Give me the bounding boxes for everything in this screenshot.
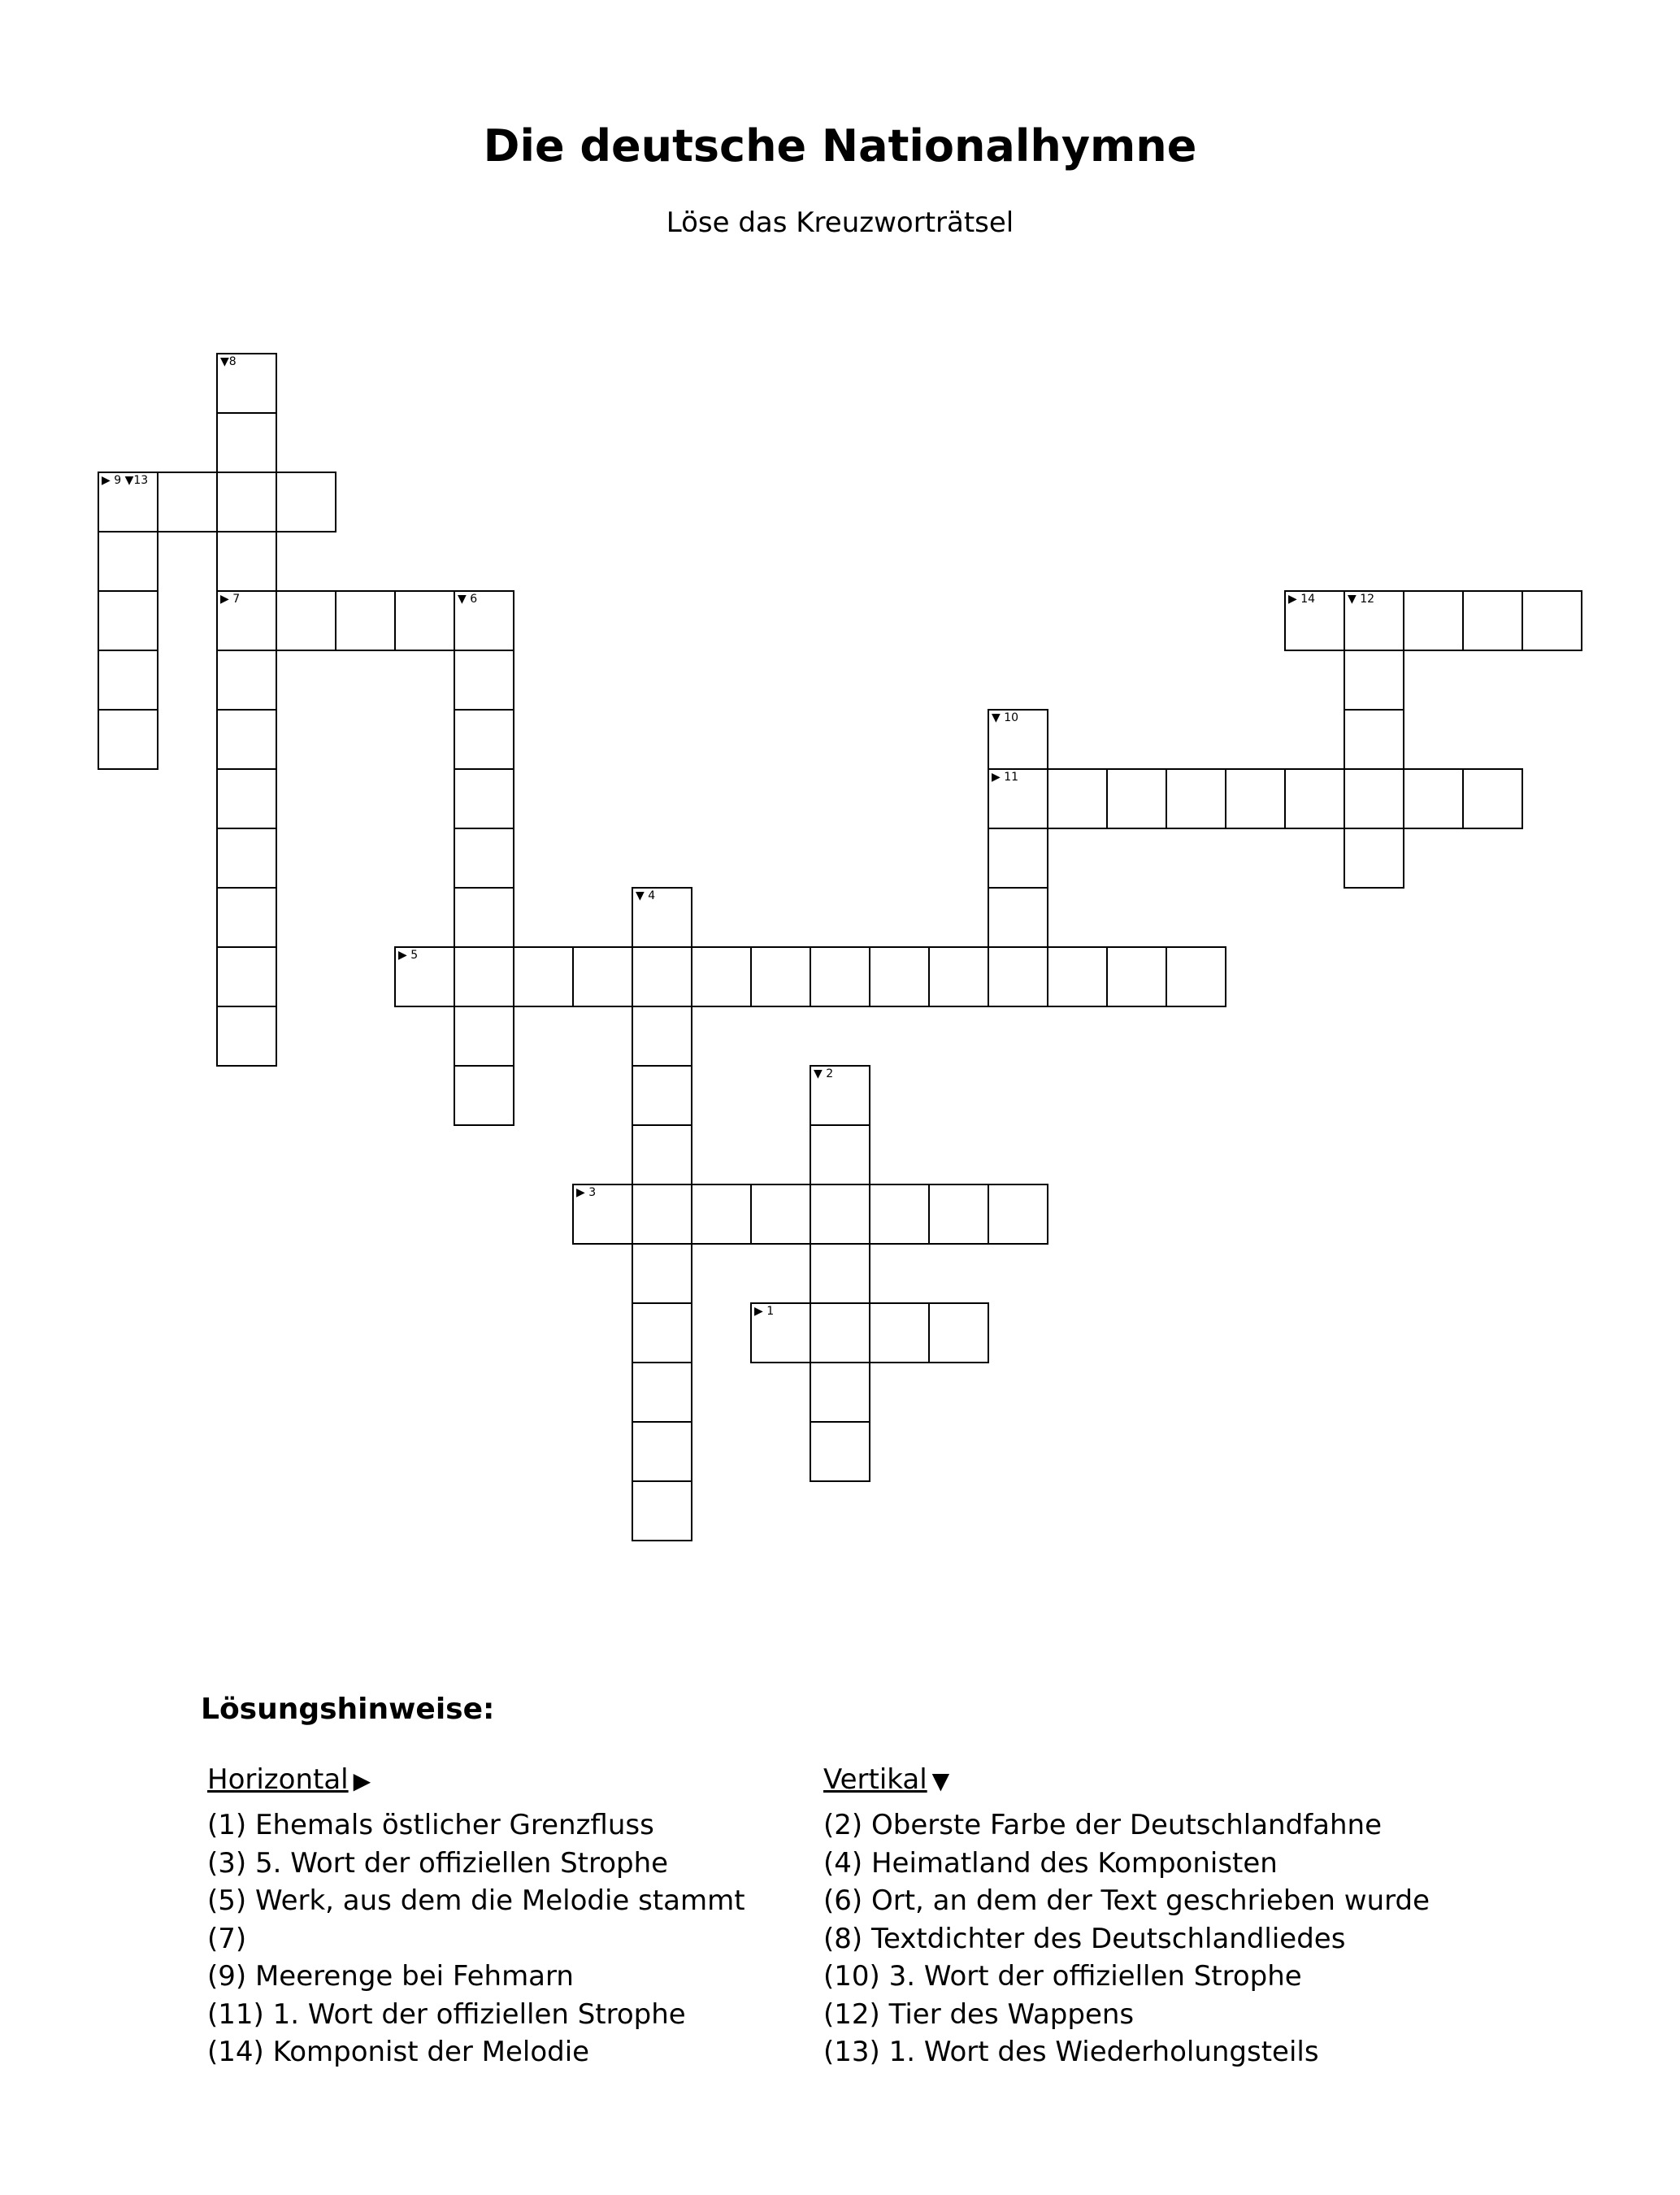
crossword-cell[interactable] xyxy=(1225,768,1286,829)
crossword-cell[interactable] xyxy=(454,828,514,889)
crossword-cell[interactable] xyxy=(1522,590,1582,651)
crossword-cell[interactable] xyxy=(216,946,277,1007)
vertical-heading xyxy=(823,1761,1555,1798)
crossword-cell[interactable] xyxy=(98,590,158,651)
crossword-cell[interactable] xyxy=(691,1184,752,1245)
crossword-cell[interactable] xyxy=(216,650,277,711)
crossword-cell[interactable] xyxy=(988,768,1048,829)
crossword-cell[interactable] xyxy=(454,650,514,711)
clue-number: ▼ 10 xyxy=(992,711,1019,724)
clue-horizontal: (9) Meerenge bei Fehmarn xyxy=(207,1960,574,1993)
crossword-cell[interactable] xyxy=(869,1184,930,1245)
vertical-clues xyxy=(823,1761,1555,2071)
clue-horizontal: (1) Ehemals östlicher Grenzfluss xyxy=(207,1809,654,1841)
crossword-cell[interactable] xyxy=(454,1065,514,1126)
crossword-cell[interactable] xyxy=(216,353,277,414)
crossword-cell[interactable] xyxy=(750,1302,811,1363)
crossword-cell[interactable] xyxy=(1166,768,1226,829)
page-title: Die deutsche Nationalhymne xyxy=(483,120,1197,172)
crossword-cell[interactable] xyxy=(1344,709,1404,770)
clue-number: ▶ 9 ▼13 xyxy=(102,474,149,487)
crossword-cell[interactable] xyxy=(988,946,1048,1007)
crossword-cell[interactable] xyxy=(216,887,277,948)
page-subtitle: Löse das Kreuzworträtsel xyxy=(666,206,1014,239)
right-arrow-icon: ▶ xyxy=(353,1767,371,1794)
horizontal-heading xyxy=(207,1761,792,1798)
crossword-cell[interactable] xyxy=(810,1421,870,1482)
crossword-cell[interactable] xyxy=(1106,946,1167,1007)
crossword-cell[interactable] xyxy=(216,590,277,651)
clue-horizontal: (7) xyxy=(207,1922,247,1955)
crossword-cell[interactable] xyxy=(988,1184,1048,1245)
clue-number: ▶ 5 xyxy=(398,949,419,962)
crossword-cell[interactable] xyxy=(216,828,277,889)
clue-number: ▼ 2 xyxy=(814,1067,834,1080)
crossword-cell[interactable] xyxy=(454,946,514,1007)
crossword-cell[interactable] xyxy=(632,1184,692,1245)
crossword-cell[interactable] xyxy=(216,1006,277,1067)
crossword-cell[interactable] xyxy=(691,946,752,1007)
clue-vertical: (4) Heimatland des Komponisten xyxy=(823,1846,1278,1880)
crossword-cell[interactable] xyxy=(810,1243,870,1304)
clue-number: ▼ 6 xyxy=(458,593,478,606)
crossword-cell[interactable] xyxy=(1462,590,1523,651)
crossword-cell[interactable] xyxy=(454,1006,514,1067)
crossword-cell[interactable] xyxy=(810,1124,870,1185)
crossword-cell[interactable] xyxy=(988,828,1048,889)
crossword-cell[interactable] xyxy=(632,1421,692,1482)
clue-number: ▶ 3 xyxy=(576,1186,597,1199)
crossword-cell[interactable] xyxy=(216,531,277,592)
clue-horizontal: (3) 5. Wort der offiziellen Strophe xyxy=(207,1846,669,1880)
crossword-cell[interactable] xyxy=(454,709,514,770)
crossword-cell[interactable] xyxy=(454,768,514,829)
clue-number: ▼8 xyxy=(220,355,237,368)
crossword-cell[interactable] xyxy=(1344,768,1404,829)
crossword-cell[interactable] xyxy=(928,946,989,1007)
crossword-cell[interactable] xyxy=(572,1184,633,1245)
crossword-cell[interactable] xyxy=(810,1302,870,1363)
crossword-cell[interactable] xyxy=(632,887,692,948)
crossword-cell[interactable] xyxy=(454,887,514,948)
vertical-title: Vertikal xyxy=(823,1763,927,1796)
crossword-cell[interactable] xyxy=(869,1302,930,1363)
clue-number: ▶ 7 xyxy=(220,593,241,606)
clue-number: ▶ 1 xyxy=(754,1305,775,1318)
clue-vertical: (8) Textdichter des Deutschlandliedes xyxy=(823,1922,1346,1955)
clue-vertical: (13) 1. Wort des Wiederholungsteils xyxy=(823,2036,1319,2068)
crossword-cell[interactable] xyxy=(632,1124,692,1185)
crossword-cell[interactable] xyxy=(1106,768,1167,829)
crossword-cell[interactable] xyxy=(98,472,158,532)
crossword-cell[interactable] xyxy=(810,1065,870,1126)
crossword-cell[interactable] xyxy=(1047,946,1108,1007)
horizontal-clues xyxy=(207,1761,792,2071)
crossword-cell[interactable] xyxy=(216,412,277,473)
hints-heading: Lösungshinweise: xyxy=(201,1693,495,1726)
crossword-cell[interactable] xyxy=(750,1184,811,1245)
clue-vertical: (6) Ort, an dem der Text geschrieben wurde xyxy=(823,1884,1430,1917)
crossword-cell[interactable] xyxy=(98,709,158,770)
crossword-cell[interactable] xyxy=(632,1302,692,1363)
crossword-cell[interactable] xyxy=(1403,768,1464,829)
crossword-cell[interactable] xyxy=(98,650,158,711)
crossword-cell[interactable] xyxy=(1284,768,1345,829)
crossword-cell[interactable] xyxy=(1344,590,1404,651)
crossword-cell[interactable] xyxy=(394,946,455,1007)
crossword-cell[interactable] xyxy=(572,946,633,1007)
crossword-cell[interactable] xyxy=(810,1362,870,1423)
clue-horizontal: (14) Komponist der Melodie xyxy=(207,2036,590,2068)
crossword-cell[interactable] xyxy=(1462,768,1523,829)
crossword-cell[interactable] xyxy=(632,1243,692,1304)
crossword-cell[interactable] xyxy=(632,1006,692,1067)
crossword-cell[interactable] xyxy=(513,946,574,1007)
crossword-cell[interactable] xyxy=(632,1362,692,1423)
crossword-cell[interactable] xyxy=(1166,946,1226,1007)
crossword-cell[interactable] xyxy=(216,472,277,532)
crossword-cell[interactable] xyxy=(928,1302,989,1363)
crossword-cell[interactable] xyxy=(632,946,692,1007)
crossword-cell[interactable] xyxy=(928,1184,989,1245)
crossword-cell[interactable] xyxy=(810,1184,870,1245)
crossword-cell[interactable] xyxy=(750,946,811,1007)
crossword-cell[interactable] xyxy=(632,1065,692,1126)
down-arrow-icon: ▼ xyxy=(931,1767,950,1794)
crossword-cell[interactable] xyxy=(276,590,336,651)
crossword-cell[interactable] xyxy=(98,531,158,592)
clue-number: ▼ 4 xyxy=(636,889,656,902)
crossword-cell[interactable] xyxy=(988,709,1048,770)
crossword-cell[interactable] xyxy=(394,590,455,651)
crossword-cell[interactable] xyxy=(632,1480,692,1541)
clue-vertical: (2) Oberste Farbe der Deutschlandfahne xyxy=(823,1809,1382,1841)
clue-number: ▶ 11 xyxy=(992,771,1019,784)
crossword-cell[interactable] xyxy=(1403,590,1464,651)
crossword-cell[interactable] xyxy=(335,590,396,651)
horizontal-title: Horizontal xyxy=(207,1763,349,1796)
crossword-cell[interactable] xyxy=(1284,590,1345,651)
clue-vertical: (12) Tier des Wappens xyxy=(823,1997,1135,2031)
crossword-cell[interactable] xyxy=(1047,768,1108,829)
crossword-cell[interactable] xyxy=(216,709,277,770)
crossword-cell[interactable] xyxy=(869,946,930,1007)
crossword-cell[interactable] xyxy=(216,768,277,829)
crossword-cell[interactable] xyxy=(454,590,514,651)
clue-number: ▶ 14 xyxy=(1288,593,1316,606)
crossword-cell[interactable] xyxy=(1344,650,1404,711)
crossword-cell[interactable] xyxy=(810,946,870,1007)
clue-horizontal: (11) 1. Wort der offiziellen Strophe xyxy=(207,1997,686,2031)
crossword-cell[interactable] xyxy=(1344,828,1404,889)
crossword-cell[interactable] xyxy=(157,472,218,532)
clue-horizontal: (5) Werk, aus dem die Melodie stammt xyxy=(207,1884,745,1917)
clue-number: ▼ 12 xyxy=(1348,593,1375,606)
crossword-cell[interactable] xyxy=(988,887,1048,948)
clue-vertical: (10) 3. Wort der offiziellen Strophe xyxy=(823,1960,1302,1993)
crossword-cell[interactable] xyxy=(276,472,336,532)
